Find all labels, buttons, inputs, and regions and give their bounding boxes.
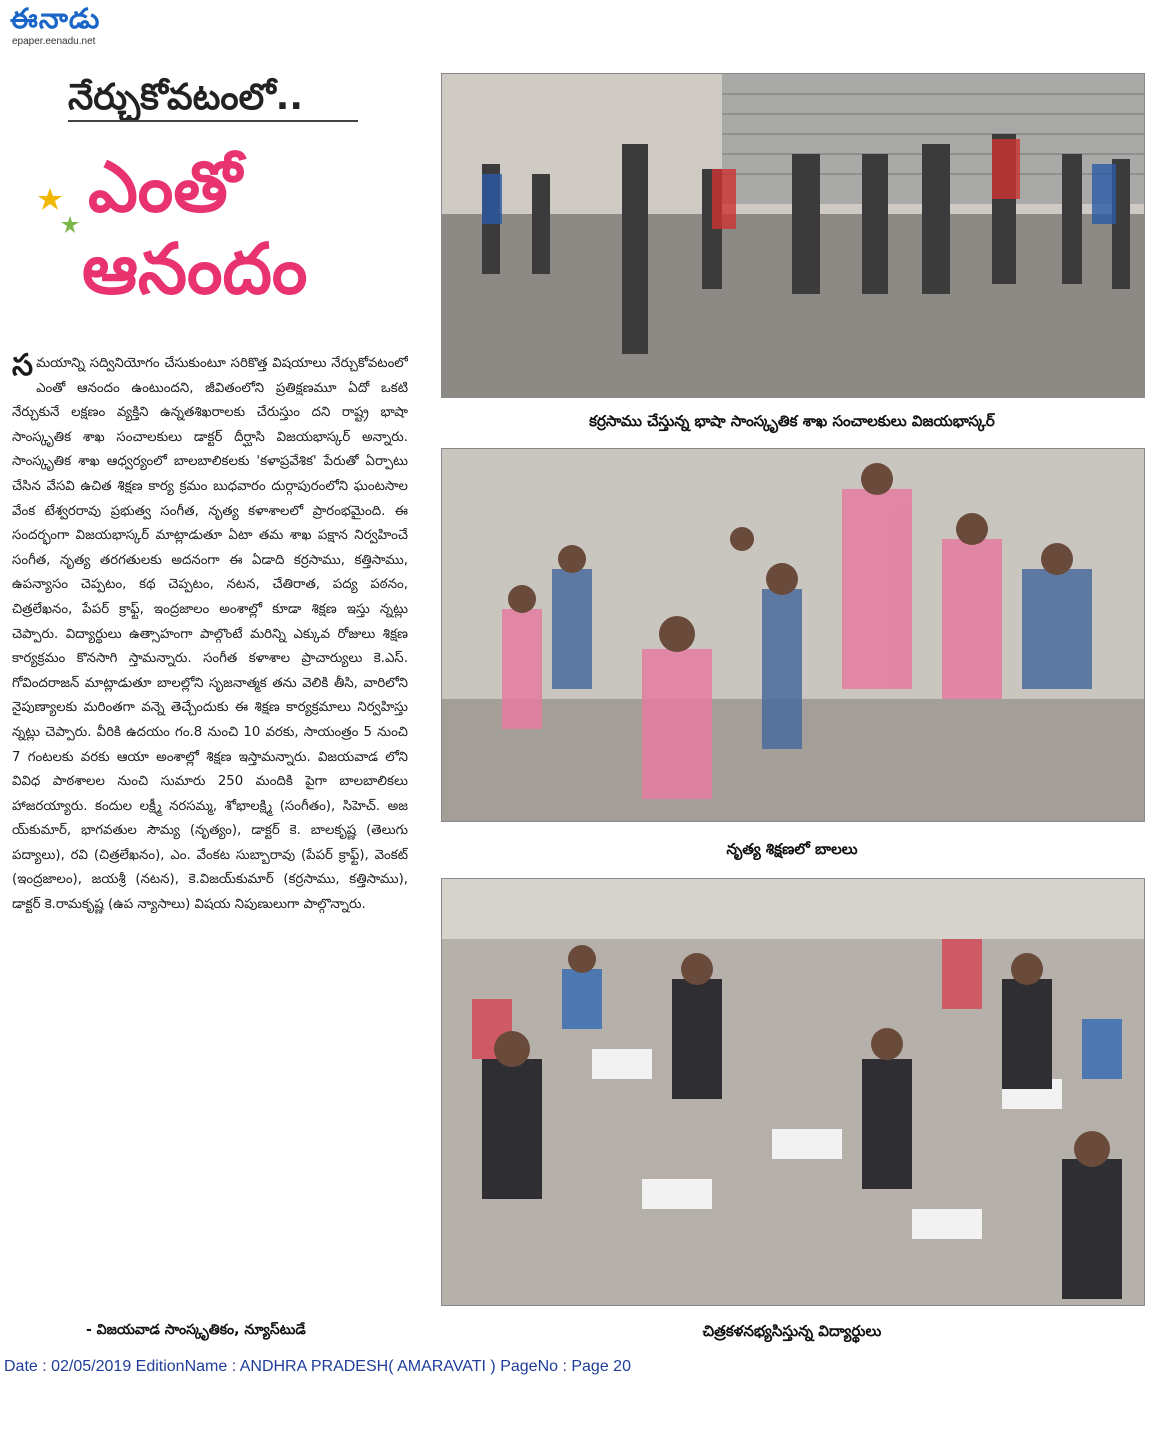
photo-1-caption: కర్రసాము చేస్తున్న భాషా సాంస్కృతిక శాఖ సంచాలకులు విజయభాస్కర్	[589, 412, 995, 430]
headline	[82, 146, 418, 310]
eenadu-logo[interactable]: ఈనాడు	[10, 2, 101, 35]
photo-3-caption: చిత్రకళనభ్యసిస్తున్న విద్యార్థులు	[702, 1322, 882, 1340]
epaper-url[interactable]: epaper.eenadu.net	[12, 36, 96, 47]
photo-dance-training	[441, 448, 1145, 822]
drop-cap: స	[12, 352, 34, 383]
photo-drawing-class	[441, 878, 1145, 1306]
kicker-underline	[68, 120, 358, 122]
headline-line-1: ఎంతో	[88, 146, 242, 228]
masthead	[10, 4, 150, 52]
headline-line-2: ఆనందం	[82, 228, 308, 310]
photo-stick-fighting	[441, 73, 1145, 398]
photo-stick-fighting-image	[442, 74, 1144, 397]
photo-2-caption: నృత్య శిక్షణలో బాలలు	[726, 840, 858, 858]
article-text: మయాన్ని సద్వినియోగం చేసుకుంటూ సరికొత్త విషయాలు నేర్చుకోవటంలో ఎంతో ఆనందం ఉంటుందని, జీవితంలోని ప్రతిక్షణమూ ఏదో ఒకటి నేర్చుకునే లక్షణం వ్యక్తిని ఉన్నతశిఖరాలకు చేరుస్తుం దని రాష్ట్ర భాషా సాంస్కృతిక శాఖ సంచాలకులు డాక్టర్ దీర్ఘాసి విజయభాస్కర్ అన్నారు. సాంస్కృతిక శాఖ ఆధ్వర్యంలో బాలబాలికలకు 'కళాప్రవేశిక' పేరుతో ఏర్పాటు చేసిన వేసవి ఉచిత శిక్షణ కార్య క్రమం బుధవారం దుర్గాపురంలోని ఘంటసాల వేంక టేశ్వరరావు ప్రభుత్వ సంగీత, నృత్య కళాశాలలో ప్రారంభమైంది. ఈ సందర్భంగా విజయభాస్కర్ మాట్లాడుతూ ఏటా తమ శాఖ పక్షాన నిర్వహించే సంగీత, నృత్య తరగతులకు అదనంగా ఈ ఏడాది కర్రసాము, కత్తిసాము, ఉపన్యాసం చెప్పటం, కథ చెప్పటం, నటన, చేతిరాత, పద్య పఠనం, చిత్రలేఖనం, పేపర్ క్రాఫ్ట్, ఇంద్రజాలం అంశాల్లో కూడా శిక్షణ ఇస్తు న్నట్లు చెప్పారు. విద్యార్థులు ఉత్సాహంగా పాల్గొంటే మరిన్ని ఎక్కువ రోజులు శిక్షణ కార్యక్రమం కొనసాగి స్తామన్నారు. సంగీత కళాశాల ప్రాచార్యులు కె.ఎస్. గోవిందరాజన్ మాట్లాడుతూ బాలల్లోని సృజనాత్మక తను వెలికి తీసి, వారిలోని నైపుణ్యాలకు మరింతగా వన్నె తెచ్చేందుకు ఈ శిక్షణ కార్యక్రమాలు నిర్వహిస్తు న్నట్లు చెప్పారు. వీరికి ఉదయం గం.8 నుంచి 10 వరకు, సాయంత్రం 5 నుంచి 7 గంటలకు వరకు ఆయా అంశాల్లో శిక్షణ ఇస్తామన్నారు. విజయవాడ లోని వివిధ పాఠశాలల నుంచి సుమారు 250 మందికి పైగా బాలబాలికలు హాజరయ్యారు. కందుల లక్ష్మీ నరసమ్మ, శోభాలక్ష్మి (సంగీతం), సిహెచ్. అజ య్‌కుమార్, భాగవతుల సౌమ్య (నృత్యం), డాక్టర్ కె. బాలకృష్ణ (తెలుగు పద్యాలు), రవి (చిత్రలేఖనం), ఎం. వేంకట సుబ్బారావు (పేపర్ క్రాఫ్ట్), వెంకట్ (ఇంద్రజాలం), జయశ్రీ (నటన), కె.విజయ్‌కుమార్ (కర్రసాము, కత్తిసాము), డాక్టర్ కె.రామకృష్ణ (ఉప న్యాసాలు) విషయ నిపుణులుగా పాల్గొన్నారు.	[12, 356, 408, 913]
photo-dance-training-image	[442, 449, 1144, 821]
photo-drawing-class-image	[442, 879, 1144, 1305]
headline-kicker: నేర్చుకోవటంలో..	[68, 77, 304, 118]
article-body	[12, 352, 408, 1312]
page-footer-edition-info: Date : 02/05/2019 EditionName : ANDHRA PRADESH( AMARAVATI ) PageNo : Page 20	[4, 1358, 631, 1375]
article-credit: - విజయవాడ సాంస్కృతికం, న్యూస్‌టుడే	[86, 1322, 306, 1338]
